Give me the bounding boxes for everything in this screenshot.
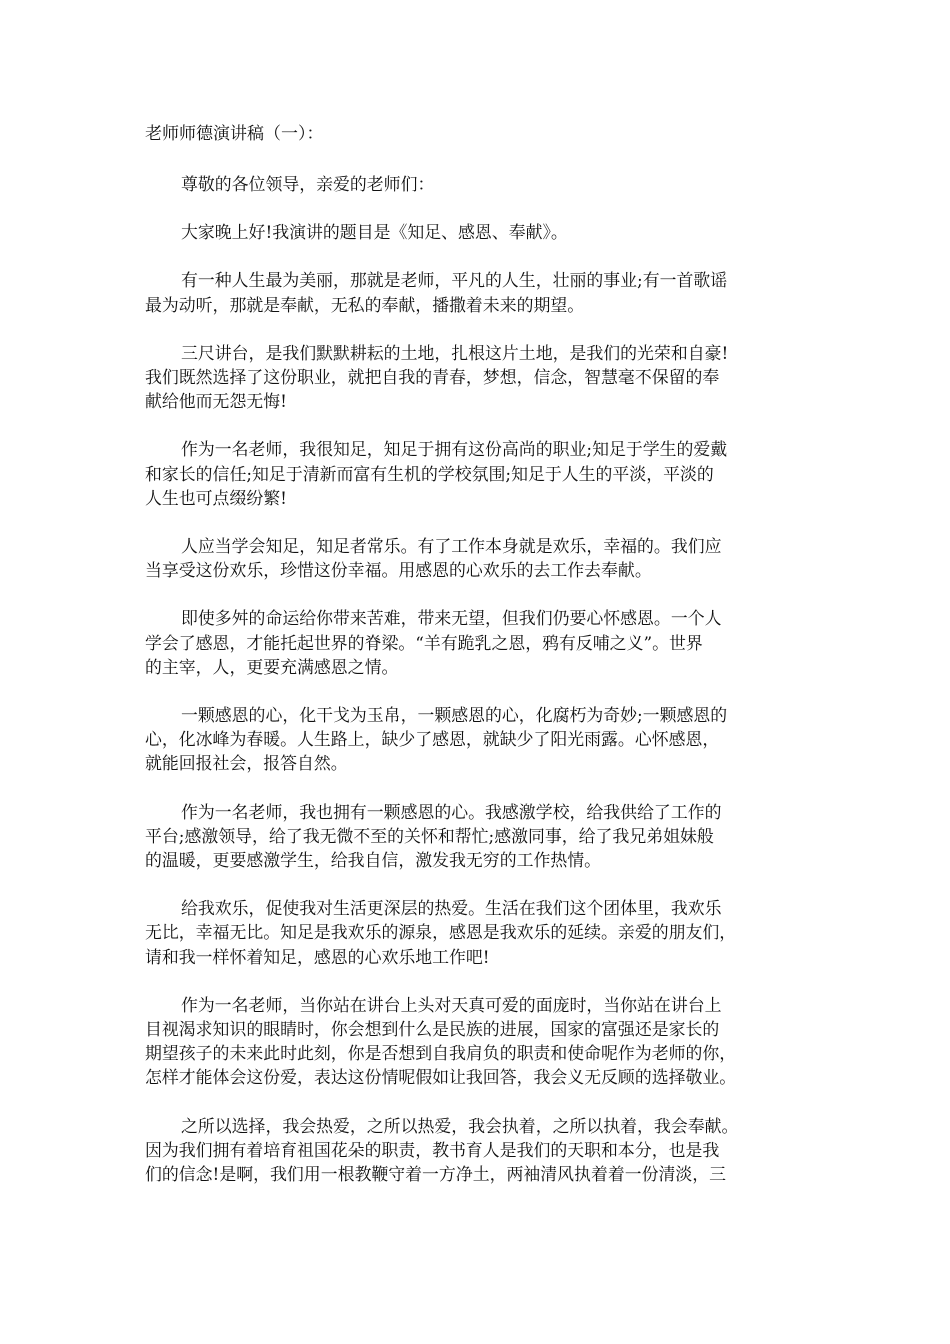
- paragraph-1: 尊敬的各位领导，亲爱的老师们：: [181, 174, 435, 194]
- paragraph-9: 作为一名老师，我也拥有一颗感恩的心。我感激学校，给我供给了工作的 平台;感激领导，给了我无微不至的关怀和帮忙;感激同事，给了我兄弟姐妹般 的温暖，更要感激学生，给我自信，激发我无穷的工作热情。: [145, 801, 722, 871]
- paragraph-6: 人应当学会知足，知足者常乐。有了工作本身就是欢乐，幸福的。我们应 当享受这份欢乐，珍惜这份幸福。用感恩的心欢乐的去工作去奉献。: [145, 536, 722, 581]
- paragraph-10: 给我欢乐，促使我对生活更深层的热爱。生活在我们这个团体里，我欢乐 无比，幸福无比。知足是我欢乐的源泉，感恩是我欢乐的延续。亲爱的朋友们， 请和我一样怀着知足，感恩的心欢乐地工作吧!: [145, 898, 737, 967]
- paragraph-2: 大家晚上好!我演讲的题目是《知足、感恩、奉献》。: [181, 222, 568, 243]
- document-title: 老师师德演讲稿（一）：: [145, 124, 324, 144]
- paragraph-3: 有一种人生最为美丽，那就是老师，平凡的人生，壮丽的事业;有一首歌谣 最为动听，那就是奉献，无私的奉献，播撒着未来的期望。: [145, 270, 728, 315]
- paragraph-8: 一颗感恩的心，化干戈为玉帛，一颗感恩的心，化腐朽为奇妙;一颗感恩的 心，化冰峰为春暖。人生路上，缺少了感恩，就缺少了阳光雨露。心怀感恩， 就能回报社会，报答自然。: [145, 705, 728, 774]
- document-page: [145, 122, 813, 1210]
- paragraph-11: 作为一名老师，当你站在讲台上头对天真可爱的面庞时，当你站在讲台上 目视渴求知识的眼睛时，你会想到什么是民族的进展，国家的富强还是家长的 期望孩子的未来此时此刻，你是否想到自我肩负的职责和使命呢作为老师的你， 怎样才能体会这份爱，表达这份情呢假如让我回答，我会义无反顾的选择敬业。: [145, 994, 737, 1088]
- paragraph-5: 作为一名老师，我很知足，知足于拥有这份高尚的职业;知足于学生的爱戴 和家长的信任;知足于清新而富有生机的学校氛围;知足于人生的平淡，平淡的 人生也可点缀纷繁!: [145, 439, 728, 508]
- paragraph-4: 三尺讲台，是我们默默耕耘的土地，扎根这片土地，是我们的光荣和自豪! 我们既然选择了这份职业，就把自我的青春，梦想，信念，智慧毫不保留的奉 献给他而无怨无悔!: [145, 342, 729, 412]
- paragraph-7: 即使多舛的命运给你带来苦难，带来无望，但我们仍要心怀感恩。一个人 学会了感恩，才能托起世界的脊梁。“羊有跪乳之恩，鸦有反哺之义”。世界 的主宰，人，更要充满感恩之情。: [145, 608, 722, 677]
- paragraph-12: 之所以选择，我会热爱，之所以热爱，我会执着，之所以执着，我会奉献。 因为我们拥有着培育祖国花朵的职责，教书育人是我们的天职和本分，也是我 们的信念!是啊，我们用一根教鞭守着一方净土，两袖清风执着着一份清淡，三: [145, 1115, 739, 1185]
